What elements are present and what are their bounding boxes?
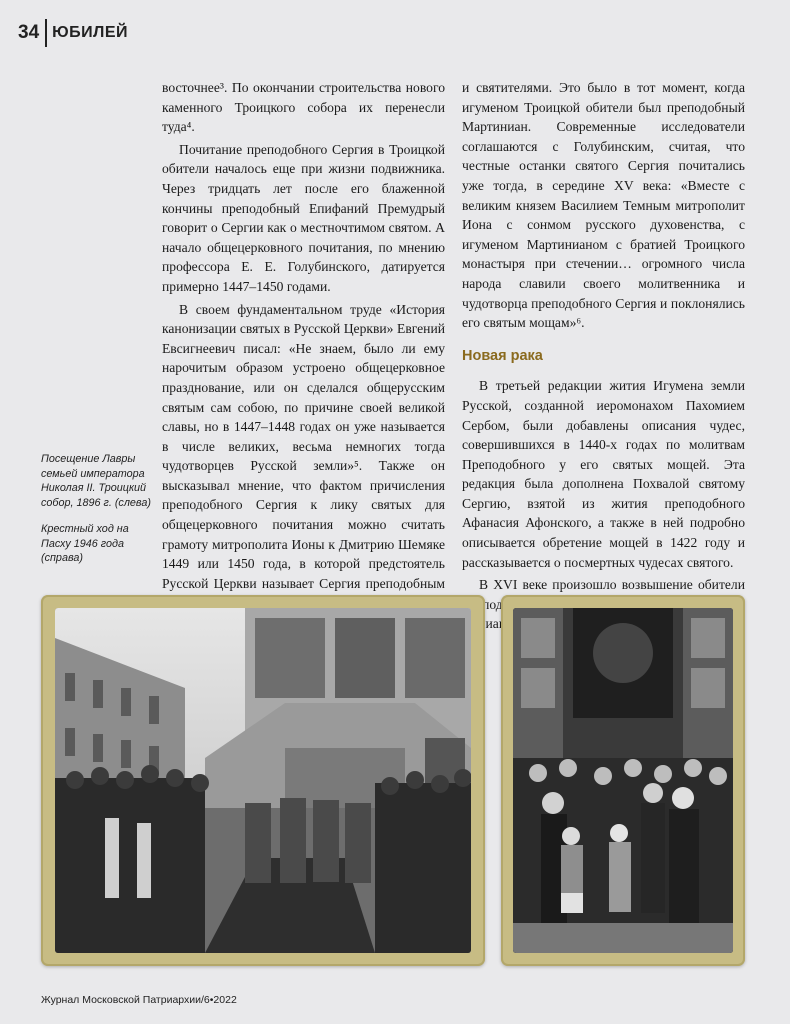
- text-column-right: [462, 78, 745, 634]
- footer-journal: Журнал Московской Патриархии/6•2022: [41, 994, 237, 1006]
- photo-easter-procession: [513, 608, 733, 953]
- page-header: [18, 18, 128, 48]
- header-divider: [45, 19, 47, 47]
- page-number: 34: [18, 22, 40, 43]
- paragraph: В третьей редакции жития Игумена земли Русской, созданной иеромонахом Пахомием Сербом, были добавлены описания чудес, совершившихся в 1440-х годах по молитвам Преподобного у его святых мощей. Эта редакция была дополнена Похвалой святому Сергию, взятой из жития преподобного Афанасия Афонского, а также в ней подробно описывается обретение мощей в 1422 году и рассказывается о посмертных чудесах святого.: [462, 378, 745, 570]
- paragraph: Почитание преподобного Сергия в Троицкой обители началось еще при жизни подвижника. Через тридцать лет после его блаженной кончины преподобный Епифаний Премудрый говорит о Сергии как о местночтимом святом. А начало общецерковного почитания, по мнению профессора Е. Е. Голубинского, датируется примерно 1447–1450 годами.: [162, 141, 445, 294]
- photo-lavra-visit: [55, 608, 471, 953]
- paragraph: В XVI веке произошло возвышение обители: [479, 577, 745, 593]
- section-label: ЮБИЛЕЙ: [52, 24, 129, 41]
- paragraph: В своем фундаментальном труде «История канонизации святых в Русской Церкви» Евгений Евсигнеевич писал: «Не знаем, было ли ему нарочитым образом устроено общецерковное празднование, или он сделался общерусским святым сам собою, по причине своей великой славы, но в 1447–1448 годах он уже называется в числе великих, весьма немногих тогда чудотворцев Русской земли»⁵. Также он высказывал мнение, что фактом причисления преподобного Сергия к лику святых для общецерковного почитания можно считать грамоту митрополита Ионы к Дмитрию Шемяке 1449 или 1450 года, в которой предстоятель Русской Церкви называет Сергия преподобным: [162, 301, 445, 591]
- photo-caption-left: Посещение Лавры семьей императора Николая II. Троицкий собор, 1896 г. (слева): [41, 453, 151, 509]
- paragraph: и святителями. Это было в тот момент, когда игуменом Троицкой обители был преподобный Мартиниан. Современные исследователи соглашаются с Голубинским, считая, что честные останки святого Сергия почитались уже тогда, в середине XV века: «Вместе с великим князем Василием Темным митрополит Иона с сонмом русского духовенства, с игуменом Мартинианом с братией Троицкого монастыря при стечении… огромного числа народа славили своего молитвенника и чудотворца преподобного Сергия и поклонялись его святым мощам»⁶.: [462, 80, 745, 331]
- paragraph: восточнее³. По окончании строительства нового каменного Троицкого собора их перенесли туда⁴.: [162, 80, 445, 135]
- photo-frame-left: [41, 595, 485, 966]
- text-column-left: [162, 78, 445, 613]
- photo-frame-right: [501, 595, 745, 966]
- subheading: Новая рака: [462, 347, 543, 364]
- photo-caption-right: Крестный ход на Пасху 1946 года (справа): [41, 523, 129, 564]
